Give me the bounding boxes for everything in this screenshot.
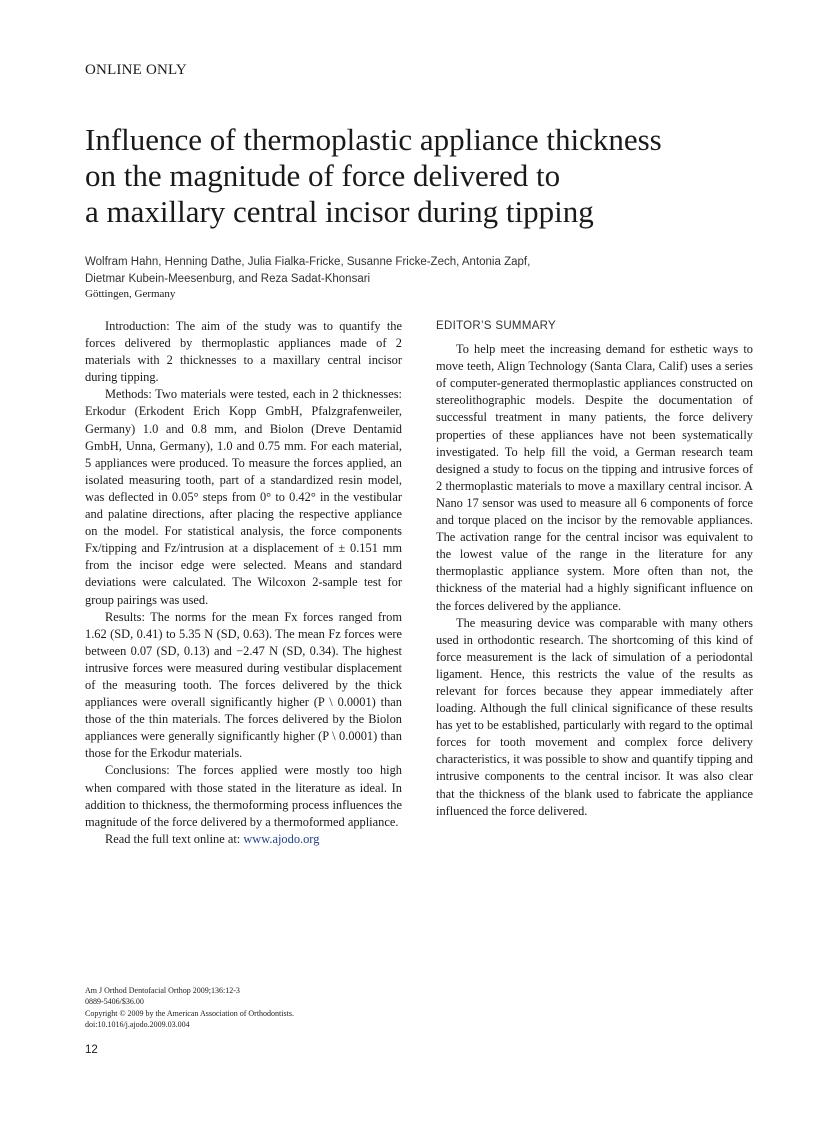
article-title <box>85 122 785 230</box>
author-line: Wolfram Hahn, Henning Dathe, Julia Fialka-Fricke, Susanne Fricke-Zech, Antonia Zapf, <box>85 256 531 268</box>
title-line: Influence of thermoplastic appliance thickness <box>85 122 662 157</box>
read-more-text: Read the full text online at: <box>105 831 241 846</box>
editors-summary-heading: EDITOR’S SUMMARY <box>436 320 557 332</box>
abstract-methods: Methods: Two materials were tested, each in 2 thicknesses: Erkodur (Erkodent Erich Kopp GmbH, Pfalzgrafenweiler, Germany) 1.0 and 0.8 mm, and Biolon (Dreve Dentamid GmbH, Unna, Germany), 1.0 and 0.75 mm. For each material, 5 appliances were produced. To measure the forces applied, an isolated measuring tooth, part of a standardized resin model, was deflected in 0.05° steps from 0° to 0.42° in the vestibular and palatine directions, after placing the respective appliance on the model. For statistical analysis, the force components Fx/tipping and Fz/intrusion at a displacement of ± 0.151 mm from the incisor edge were selected. Means and standard deviations were calculated. The Wilcoxon 2-sample test for group pairings was used. <box>85 387 402 607</box>
issn-price: 0889-5406/$36.00 <box>85 997 144 1007</box>
author-list <box>85 254 530 288</box>
abstract-results: Results: The norms for the mean Fx forces ranged from 1.62 (SD, 0.41) to 5.35 N (SD, 0.63). The mean Fz forces were between 0.07 (SD, 0.13) and −2.47 N (SD, 0.34). The highest intrusive forces were measured during vestibular displacement of the measuring tooth. The forces delivered by the thick appliances were overall significantly higher (P \ 0.0001) than those of the thin materials. The forces delivered by the Biolon appliances were generally significantly higher (P \ 0.0001) than those for the Erkodur materials. <box>85 609 402 761</box>
summary-paragraph: The measuring device was comparable with many others used in orthodontic research. The shortcoming of this kind of force measurement is the lack of simulation of a periodontal ligament. Hence, this restricts the value of the results as relevant for forces because they appear immediately after loading. Although the full clinical significance of these results has yet to be established, particularly with regard to the optimal forces for tooth movement and complex force delivery characteristics, it was possible to show and quantify tipping and intrusive components to the central incisor. It was also clear that the thickness of the blank used to fabricate the appliance influenced the force delivered. <box>436 615 753 818</box>
full-text-link[interactable]: www.ajodo.org <box>243 831 320 846</box>
title-line: a maxillary central incisor during tipping <box>85 194 594 229</box>
abstract-column <box>85 318 402 848</box>
abstract-introduction: Introduction: The aim of the study was to quantify the forces delivered by thermoplastic appliances made of 2 materials with 2 thicknesses to a maxillary central incisor during tipping. <box>85 319 402 385</box>
title-line: on the magnitude of force delivered to <box>85 158 561 193</box>
journal-citation: Am J Orthod Dentofacial Orthop 2009;136:12-3 <box>85 986 240 995</box>
copyright-notice: Copyright © 2009 by the American Association of Orthodontists. <box>85 1008 294 1018</box>
page-number: 12 <box>85 1044 98 1056</box>
doi: doi:10.1016/j.ajodo.2009.03.004 <box>85 1020 190 1030</box>
read-more-line <box>85 831 402 848</box>
summary-paragraph: To help meet the increasing demand for esthetic ways to move teeth, Align Technology (Santa Clara, Calif) uses a series of computer-generated thermoplastic appliances constructed on stereolithographic models. Despite the documentation of successful treatment in many patients, the force delivery properties of these appliances have not been systematically investigated. To help fill the void, a German research team designed a study to focus on the tipping and intrusive forces of 2 thermoplastic materials to move a maxillary central incisor. A Nano 17 sensor was used to measure all 6 components of force and torque placed on the incisor by the removable appliances. The activation range for the central incisor was equivalent to the lowest value of the range in the literature for any thermoplastic appliance system. More often than not, the thickness of the material had a highly significant influence on the forces delivered by the appliance. <box>436 342 753 613</box>
abstract-conclusions: Conclusions: The forces applied were mostly too high when compared with those stated in the literature as ideal. In addition to thickness, the thermoforming process influences the magnitude of the force delivered by a thermoformed appliance. <box>85 763 402 829</box>
author-line: Dietmar Kubein-Meesenburg, and Reza Sadat-Khonsari <box>85 273 371 285</box>
editors-summary-column <box>436 318 753 820</box>
section-label: ONLINE ONLY <box>85 62 187 78</box>
footer <box>85 985 294 1031</box>
affiliation: Göttingen, Germany <box>85 288 176 300</box>
